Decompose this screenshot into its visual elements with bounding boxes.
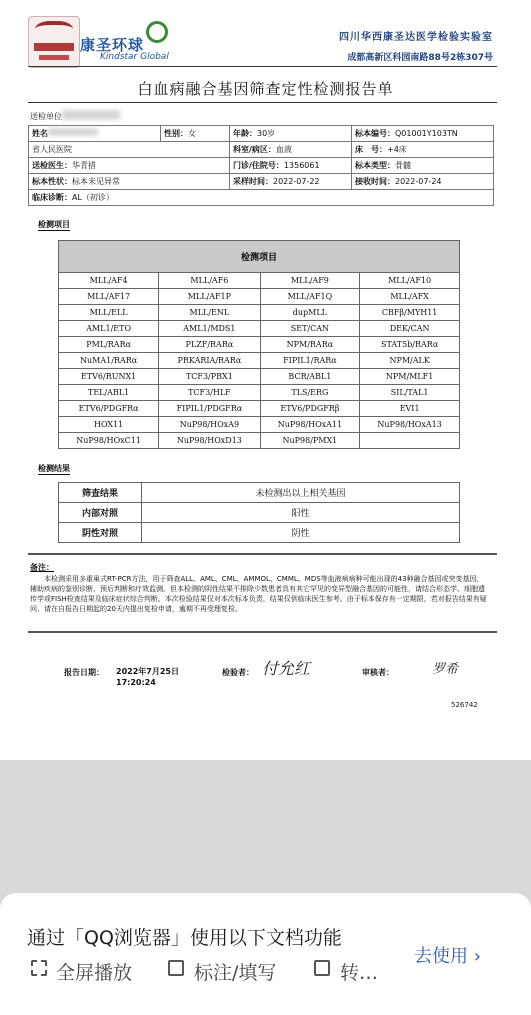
tester-label: 检验者： bbox=[222, 668, 254, 677]
divider bbox=[28, 553, 497, 555]
patient-info-table bbox=[28, 125, 494, 206]
notes-label: 备注： bbox=[30, 563, 54, 572]
gender-value: 女 bbox=[188, 129, 196, 138]
test-item-row bbox=[59, 417, 460, 433]
test-item-row bbox=[59, 369, 460, 385]
document-code: 526742 bbox=[451, 701, 478, 709]
test-item-cell: FIPIL1/PDGFRα bbox=[159, 401, 260, 417]
hospital-label: 送检单位 bbox=[30, 112, 62, 121]
edit-icon bbox=[168, 960, 184, 976]
test-item-cell: TLS/ERG bbox=[260, 385, 360, 401]
test-item-cell: NPM/ALK bbox=[360, 353, 460, 369]
brand-name: 康圣环球 bbox=[80, 36, 145, 54]
reviewer-signature: 罗希 bbox=[432, 662, 459, 677]
name-label: 姓名 bbox=[32, 129, 48, 138]
results-table bbox=[58, 482, 460, 543]
test-item-cell: HOX11 bbox=[59, 417, 159, 433]
bed-value: +4床 bbox=[387, 145, 407, 154]
diagnosis-label: 临床诊断： bbox=[32, 193, 72, 202]
lab-name: 四川华西康圣达医学检验实验室 bbox=[339, 32, 493, 43]
redacted-area bbox=[62, 110, 120, 120]
test-item-cell: EVI1 bbox=[360, 401, 460, 417]
result-label: 筛查结果 bbox=[59, 483, 142, 503]
dept-value: 血液 bbox=[275, 145, 292, 154]
test-item-cell: TEL/ABL1 bbox=[59, 385, 159, 401]
divider bbox=[28, 102, 497, 103]
gender-label: 性别： bbox=[164, 129, 188, 138]
test-item-cell: MLL/AF1P bbox=[159, 289, 260, 305]
test-item-cell: AML1/ETO bbox=[59, 321, 159, 337]
result-value: 阴性 bbox=[142, 523, 460, 543]
test-item-cell: NuP98/PMX1 bbox=[260, 433, 360, 449]
test-item-cell: MLL/AF9 bbox=[260, 273, 360, 289]
test-item-cell: MLL/AF6 bbox=[159, 273, 260, 289]
hospital-value: 省人民医院 bbox=[32, 145, 72, 154]
report-time: 17:20:24 bbox=[116, 678, 156, 687]
test-item-cell: PLZF/RARα bbox=[159, 337, 260, 353]
outpatient-value: 1356061 bbox=[283, 161, 320, 170]
report-title: 白血病融合基因筛查定性检测报告单 bbox=[137, 80, 394, 98]
test-item-cell: dupMLL bbox=[260, 305, 360, 321]
test-item-cell: TCF3/HLF bbox=[159, 385, 260, 401]
test-item-cell: ETV6/PDGFRα bbox=[59, 401, 159, 417]
test-item-cell: PRKARIA/RARα bbox=[159, 353, 260, 369]
test-item-row bbox=[59, 321, 460, 337]
test-item-cell: NPM/MLF1 bbox=[360, 369, 460, 385]
collect-time-label: 采样时间： bbox=[233, 177, 273, 186]
test-items-header: 检测项目 bbox=[59, 241, 460, 273]
test-item-cell: MLL/AF10 bbox=[360, 273, 460, 289]
test-item-cell: MLL/AFX bbox=[360, 289, 460, 305]
go-use-button[interactable]: 去使用 › bbox=[414, 946, 481, 967]
notes-text: 本检测采用多重巢式RT-PCR方法，用于筛查ALL、AML、CML、AMMOL、CMML、MDS等血液病病种可能出现的43种融合基因或突变基因，辅助疾病的鉴别诊断、预后判断和疗效监测。但本检测的阴性结果不排除少数患者具有其它罕见的变异型融合基因的可能性，请结合形态学、细胞遗传学或FISH检查结果及临床症状综合判断。本次检验结果仅对本次标本负责，结果仅供临床医生参考。由于标本保存有一定期限，若对报告结果有疑问，请在自报告日期起的20天内提出复检申请，逾期不再受理复检。 bbox=[30, 575, 487, 613]
tests-section-title: 检测项目 bbox=[38, 220, 70, 229]
test-item-row bbox=[59, 305, 460, 321]
report-date: 2022年7月25日 bbox=[116, 667, 179, 676]
brand-name-en: Kindstar Global bbox=[100, 52, 169, 62]
dept-label: 科室/病区： bbox=[233, 145, 276, 154]
test-item-cell: NuP98/HOxA13 bbox=[360, 417, 460, 433]
test-item-cell: MLL/AF17 bbox=[59, 289, 159, 305]
test-item-cell: NuP98/HOxC11 bbox=[59, 433, 159, 449]
result-value: 阳性 bbox=[142, 503, 460, 523]
outpatient-label: 门诊/住院号： bbox=[233, 161, 284, 170]
test-item-cell: PML/RARα bbox=[59, 337, 159, 353]
test-item-cell: SIL/TAL1 bbox=[360, 385, 460, 401]
divider bbox=[28, 631, 497, 633]
redacted-name bbox=[48, 128, 98, 136]
receive-time-value: 2022-07-24 bbox=[395, 177, 442, 186]
specimen-prop-label: 标本性状： bbox=[32, 177, 72, 186]
test-item-cell: MLL/ENL bbox=[159, 305, 260, 321]
result-row bbox=[59, 483, 460, 503]
result-value: 未检测出以上相关基因 bbox=[142, 483, 460, 503]
age-value: 30岁 bbox=[257, 129, 276, 138]
test-item-cell: NuP98/HOxA11 bbox=[260, 417, 360, 433]
age-label: 年龄： bbox=[233, 129, 257, 138]
result-row bbox=[59, 503, 460, 523]
test-item-cell: SET/CAN bbox=[260, 321, 360, 337]
result-label: 阴性对照 bbox=[59, 523, 142, 543]
result-row bbox=[59, 523, 460, 543]
result-label: 内部对照 bbox=[59, 503, 142, 523]
fullscreen-icon bbox=[31, 960, 47, 976]
test-items-table bbox=[58, 240, 460, 449]
diagnosis-value: AL（初诊） bbox=[72, 193, 114, 202]
test-item-cell: MLL/AF4 bbox=[59, 273, 159, 289]
test-item-cell: CBFβ/MYH11 bbox=[360, 305, 460, 321]
test-item-cell: NuMA1/RARα bbox=[59, 353, 159, 369]
test-item-cell: DEK/CAN bbox=[360, 321, 460, 337]
doctor-label: 送检医生： bbox=[32, 161, 72, 170]
image-icon bbox=[314, 960, 330, 976]
annotate-action[interactable]: 标注/填写 bbox=[194, 962, 277, 984]
test-item-cell: NuP98/HOxD13 bbox=[159, 433, 260, 449]
bed-label: 床 号： bbox=[355, 145, 387, 154]
test-item-row bbox=[59, 353, 460, 369]
test-item-cell: MLL/ELL bbox=[59, 305, 159, 321]
report-date-label: 报告日期： bbox=[64, 668, 104, 677]
test-item-cell: ETV6/PDGFRβ bbox=[260, 401, 360, 417]
test-item-row bbox=[59, 385, 460, 401]
test-item-cell bbox=[360, 433, 460, 449]
sheet-title: 通过「QQ浏览器」使用以下文档功能 bbox=[27, 927, 342, 949]
test-item-row bbox=[59, 401, 460, 417]
test-item-cell: NPM/RARα bbox=[260, 337, 360, 353]
test-item-cell: MLL/AF1Q bbox=[260, 289, 360, 305]
test-item-row bbox=[59, 289, 460, 305]
specimen-type-value: 骨髓 bbox=[395, 161, 411, 170]
doctor-value: 华青措 bbox=[72, 161, 96, 170]
receive-time-label: 接收时间： bbox=[355, 177, 395, 186]
hospital-logo bbox=[28, 16, 80, 68]
tester-signature: 付允红 bbox=[262, 659, 311, 678]
collect-time-value: 2022-07-22 bbox=[273, 177, 320, 186]
results-section-title: 检测结果 bbox=[38, 464, 70, 473]
reviewer-label: 审核者： bbox=[362, 668, 394, 677]
test-item-row bbox=[59, 337, 460, 353]
lab-address: 成都高新区科园南路88号2栋307号 bbox=[347, 53, 493, 63]
fullscreen-action[interactable]: 全屏播放 bbox=[56, 962, 133, 984]
convert-action[interactable]: 转… bbox=[340, 962, 379, 984]
test-item-row bbox=[59, 273, 460, 289]
brand-logo-icon bbox=[146, 21, 168, 43]
specimen-no-value: Q01001Y103TN bbox=[395, 129, 458, 138]
test-item-cell: AML1/MDS1 bbox=[159, 321, 260, 337]
test-item-cell: ETV6/RUNX1 bbox=[59, 369, 159, 385]
test-item-cell: NuP98/HOxA9 bbox=[159, 417, 260, 433]
specimen-prop-value: 标本未见异常 bbox=[72, 177, 120, 186]
specimen-no-label: 标本编号： bbox=[355, 129, 395, 138]
test-item-cell: BCR/ABL1 bbox=[260, 369, 360, 385]
test-item-row bbox=[59, 433, 460, 449]
test-item-cell: FIPIL1/RARα bbox=[260, 353, 360, 369]
test-item-cell: TCF3/PBX1 bbox=[159, 369, 260, 385]
specimen-type-label: 标本类型： bbox=[355, 161, 395, 170]
divider bbox=[28, 66, 497, 67]
test-item-cell: STAT5b/RARα bbox=[360, 337, 460, 353]
